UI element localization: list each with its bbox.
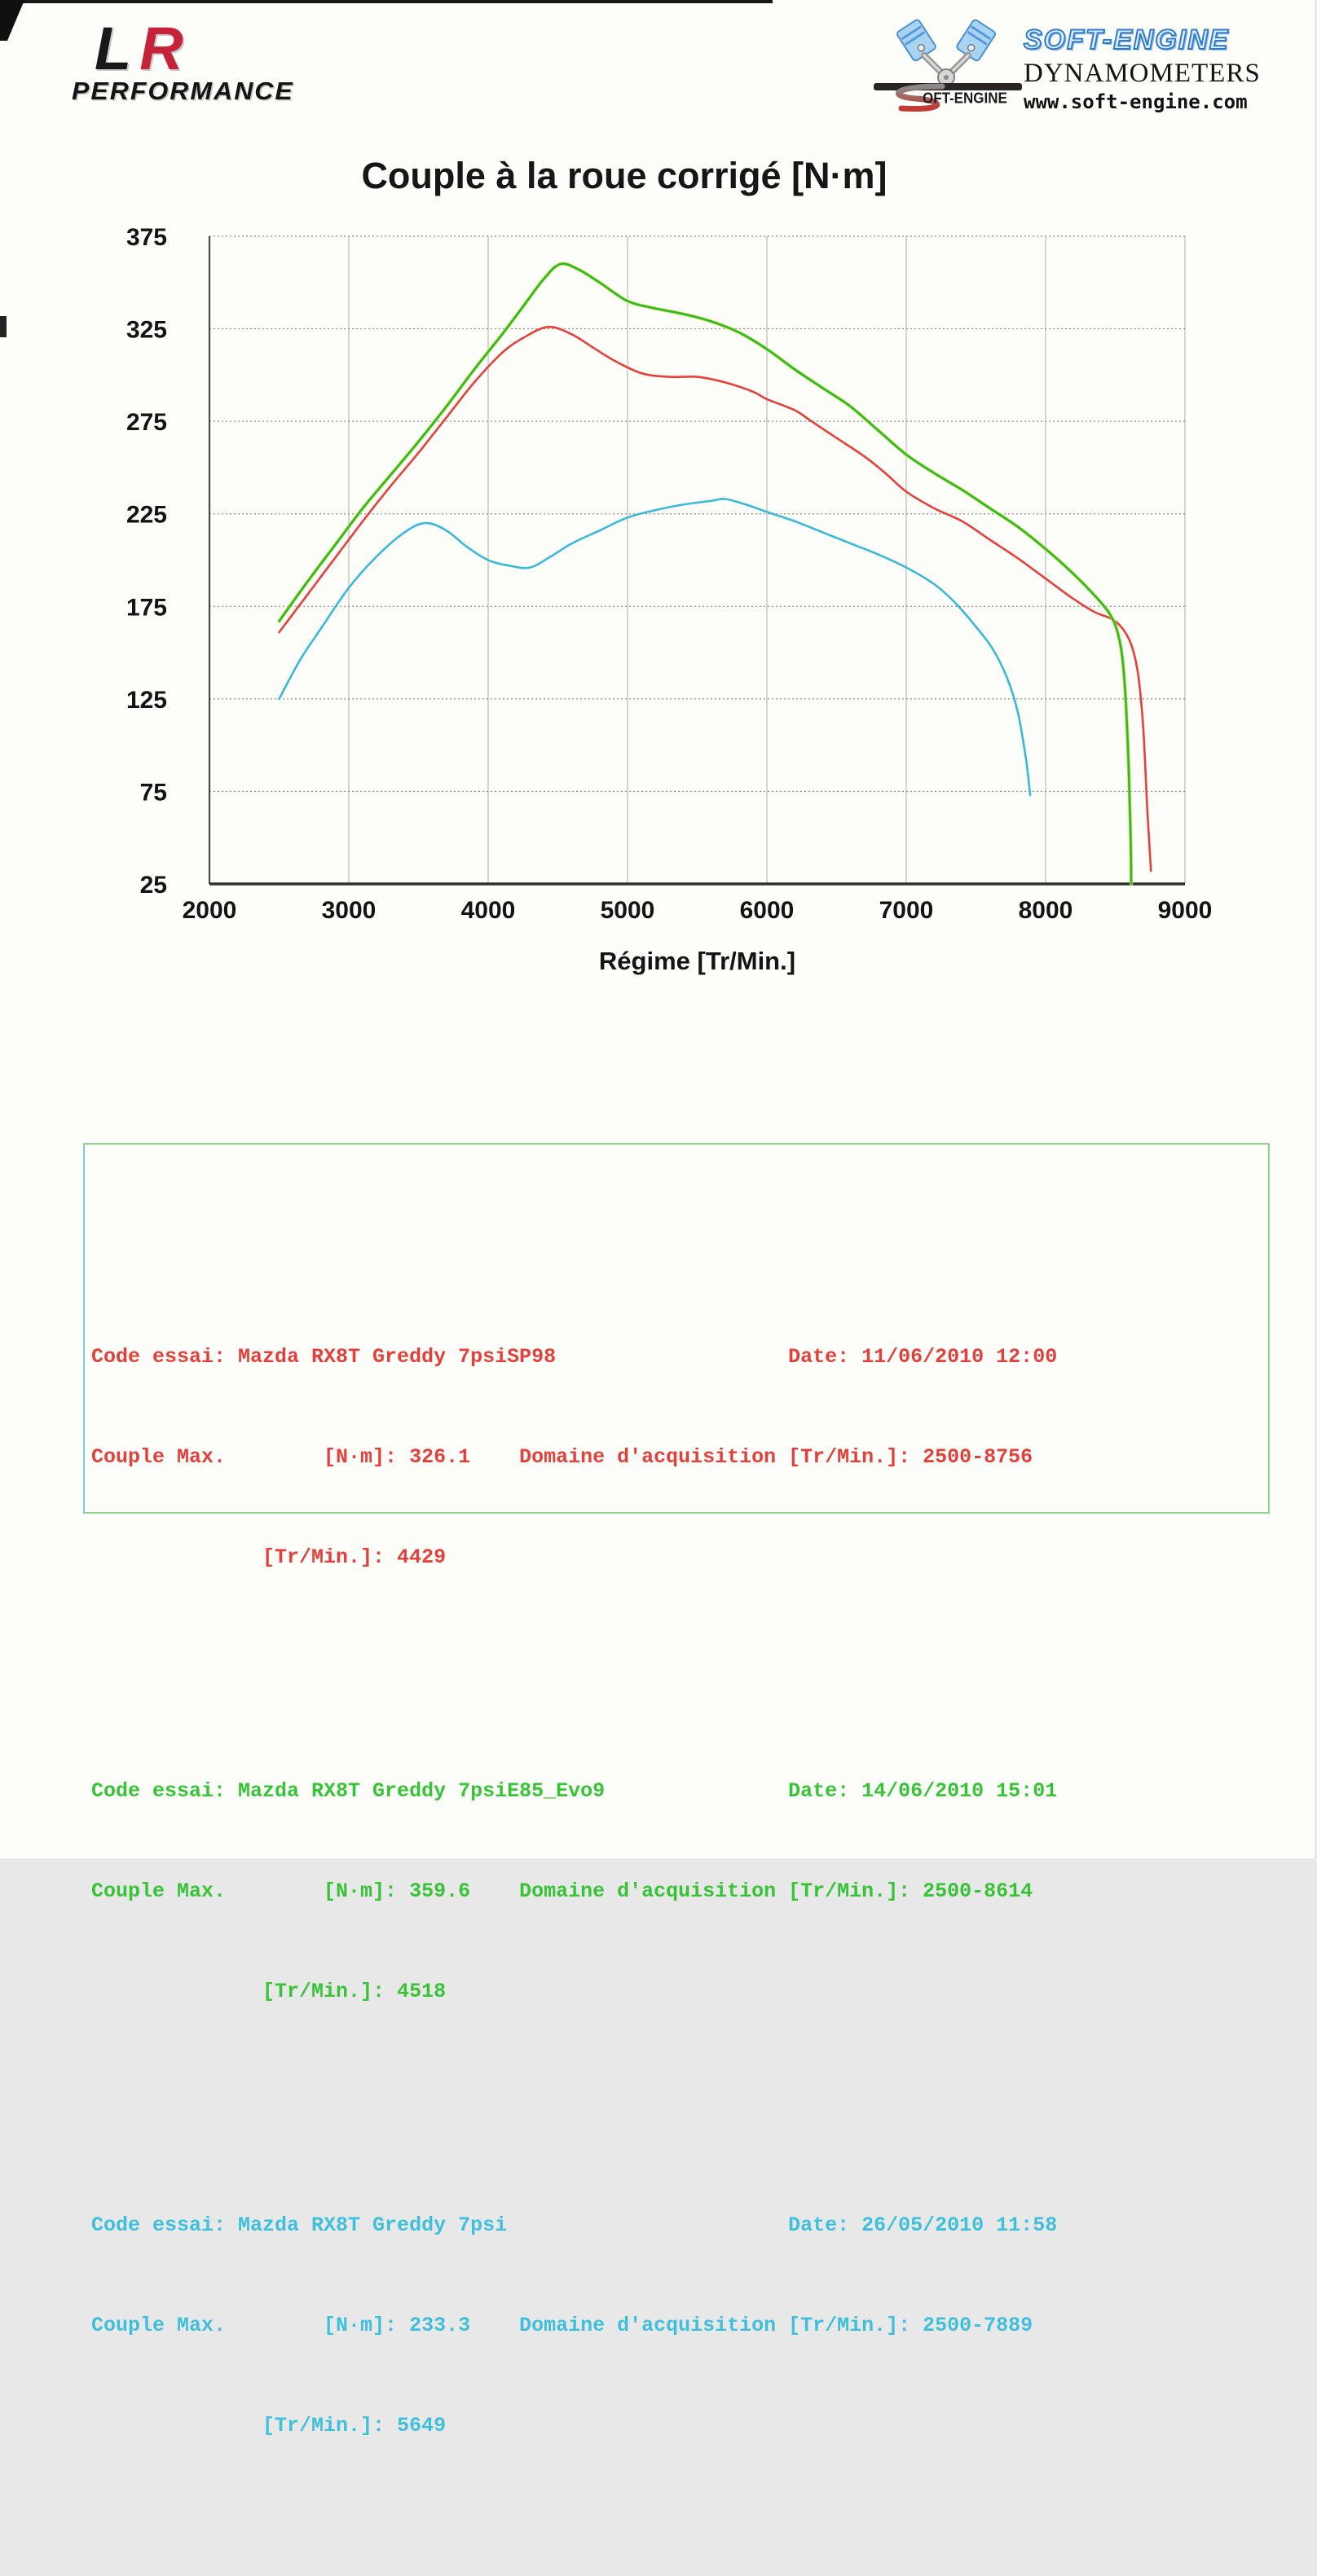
y-tick-label: 375 — [126, 224, 167, 251]
y-tick-label: 125 — [126, 686, 167, 714]
x-tick-label: 3000 — [321, 897, 377, 924]
lr-logo-letters — [72, 15, 333, 82]
legend-line: [Tr/Min.]: 4518 — [91, 1980, 447, 2003]
lr-logo-subtitle: PERFORMANCE — [72, 77, 294, 105]
torque-chart — [65, 204, 1288, 1002]
curve-mazda-rx8t-greddy-7psie85_evo9 — [280, 264, 1132, 884]
piston-right — [956, 19, 997, 62]
y-tick-label: 25 — [139, 872, 167, 899]
y-tick-label: 275 — [126, 409, 167, 437]
y-tick-label: 325 — [126, 316, 167, 344]
legend-block-7psi — [91, 2142, 1057, 2509]
legend-line: Couple Max. [N·m]: 233.3 Domaine d'acquisition [Tr/Min.]: 2500-7889 — [91, 2314, 1033, 2337]
x-tick-label: 8000 — [1018, 897, 1073, 924]
legend-box — [83, 1143, 1270, 2438]
soft-engine-url: www.soft-engine.com — [1024, 90, 1248, 113]
lr-logo-letter-l: L — [95, 15, 140, 82]
legend-line: Code essai: Mazda RX8T Greddy 7psiE85_Evo9 Date: 14/06/2010 15:01 — [91, 1779, 1058, 1803]
x-axis-title: Régime [Tr/Min.] — [598, 947, 796, 975]
legend-line: Code essai: Mazda RX8T Greddy 7psi Date: 26/05/2010 11:58 — [91, 2213, 1058, 2237]
legend-line: Couple Max. [N·m]: 326.1 Domaine d'acquisition [Tr/Min.]: 2500-8756 — [91, 1445, 1033, 1469]
lr-performance-logo — [72, 15, 333, 106]
curve-mazda-rx8t-greddy-7psisp98 — [280, 327, 1152, 871]
x-tick-label: 5000 — [600, 897, 655, 924]
soft-engine-pistons-icon — [870, 16, 1025, 114]
legend-lines — [91, 1207, 1057, 2576]
oft-engine-label: OFT-ENGINE — [923, 89, 1007, 107]
piston-left — [896, 19, 937, 62]
soft-engine-text-block — [1024, 24, 1317, 113]
legend-line: Couple Max. [N·m]: 359.6 Domaine d'acquisition [Tr/Min.]: 2500-8614 — [91, 1879, 1033, 1903]
legend-line: [Tr/Min.]: 4429 — [91, 1545, 447, 1569]
y-tick-label: 175 — [126, 594, 167, 622]
x-tick-label: 7000 — [879, 897, 934, 924]
x-tick-label: 4000 — [460, 897, 516, 924]
scan-edge-line — [0, 0, 773, 3]
lr-logo-letter-r: R — [139, 15, 192, 82]
curve-mazda-rx8t-greddy-7psi — [280, 499, 1031, 795]
legend-block-sp98 — [91, 1273, 1057, 1641]
scan-edge-artifact — [0, 316, 7, 337]
y-tick-label: 75 — [139, 779, 167, 807]
legend-block-e85 — [91, 1708, 1057, 2075]
curve-fringe — [280, 264, 1132, 884]
chart-title: Couple à la roue corrigé [N·m] — [361, 155, 888, 196]
soft-engine-brand: SOFT-ENGINE — [1024, 24, 1230, 55]
y-tick-label: 225 — [126, 501, 167, 529]
x-tick-label: 2000 — [182, 897, 237, 924]
x-tick-label: 9000 — [1157, 897, 1213, 924]
soft-engine-dynamometers: DYNAMOMETERS — [1024, 59, 1261, 88]
scan-corner-artifact — [0, 0, 24, 41]
x-tick-label: 6000 — [739, 897, 795, 924]
legend-line: [Tr/Min.]: 5649 — [91, 2414, 447, 2438]
legend-line: Code essai: Mazda RX8T Greddy 7psiSP98 Date: 11/06/2010 12:00 — [91, 1345, 1058, 1369]
crank-pin — [944, 75, 949, 80]
